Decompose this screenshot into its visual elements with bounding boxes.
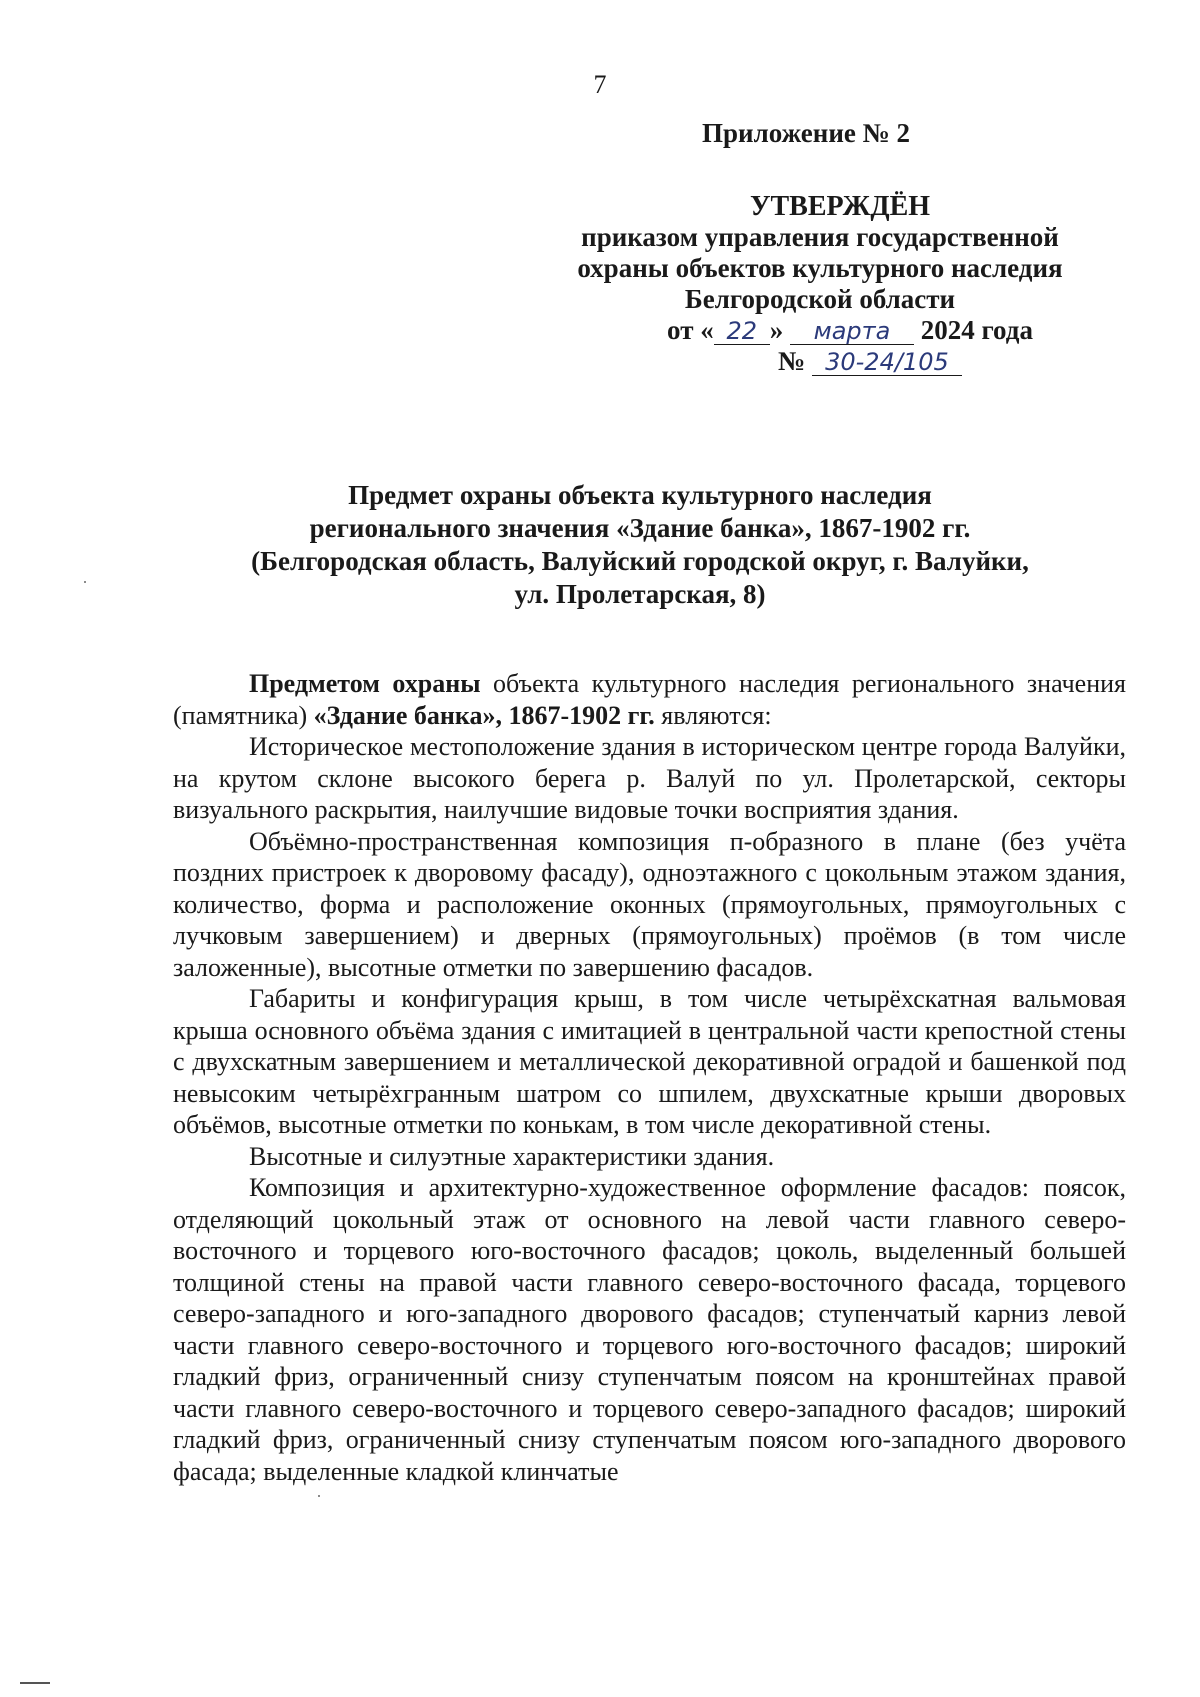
number-prefix: № [778,346,806,376]
intro-paragraph [173,668,1126,731]
appendix-label: Приложение № 2 [702,118,910,148]
approved-label: УТВЕРЖДЁН [749,191,931,222]
handwritten-month: марта [790,318,914,345]
intro-text: объекта культурного наследия регионального значения (памятника) [173,669,1126,730]
date-mid: » [769,315,784,345]
scan-speck [84,581,86,583]
paragraph-facades: Композиция и архитектурно-художественное оформление фасадов: поясок, отделяющий цокольный этаж от основного на левой части главного северо-восточного и торцевого юго-восточного фасадов; цоколь, выделенный большей толщиной стены на правой части главного северо-восточного фасада, торцевого северо-западного и юго-западного дворового фасадов; ступенчатый карниз левой части главного северо-восточного и торцевого юго-восточного фасадов; широкий гладкий фриз, ограниченный снизу ступенчатым поясом на кронштейнах правой части главного северо-восточного и торцевого северо-западного фасадов; широкий гладкий фриз, ограниченный снизу ступенчатым поясом юго-западного дворового фасада; выделенные кладкой клинчатые [173,1173,1126,1486]
title-line: регионального значения «Здание банка», 1867-1902 гг. [309,513,971,543]
approval-block [560,118,1080,377]
date-prefix: от « [667,315,714,345]
title-line: Предмет охраны объекта культурного наследия [348,480,932,510]
handwritten-day: 22 [714,318,770,345]
scan-margin-mark [20,1682,50,1684]
paragraph-location: Историческое местоположение здания в историческом центре города Валуйки, на крутом склоне высокого берега р. Валуй по ул. Пролетарской, секторы визуального раскрытия, наилучшие видовые точки восприятия здания. [173,732,1126,824]
authority-line: Белгородской области [684,284,956,314]
paragraph-roofs: Габариты и конфигурация крыш, в том числе четырёхскатная вальмовая крыша основного объёма здания с имитацией в центральной части крепостной стены с двухскатным завершением и металлической декоративной оградой и башенкой под невысоким четырёхгранным шатром со шпилем, двухскатные крыши дворовых объёмов, высотные отметки по конькам, в том числе декоративной стены. [173,984,1126,1139]
title-line: (Белгородская область, Валуйский городской округ, г. Валуйки, [251,546,1029,576]
authority-line: приказом управления государственной [581,222,1059,252]
intro-bold: Предметом охраны [249,669,481,698]
paragraph-height: Высотные и силуэтные характеристики здания. [249,1141,775,1171]
intro-bold-object: «Здание банка», 1867-1902 гг. [313,700,655,730]
document-title [180,479,1100,611]
date-suffix: 2024 года [920,315,1033,345]
title-line: ул. Пролетарская, 8) [514,579,766,609]
handwritten-number: 30-24/105 [812,349,962,376]
order-number [660,346,1080,377]
scan-speck [318,1495,320,1497]
order-date [620,315,1080,346]
page-number: 7 [593,70,607,99]
document-body [173,668,1126,1487]
intro-text-end: являются: [654,700,772,730]
authority-line: охраны объектов культурного наследия [577,253,1063,283]
paragraph-composition: Объёмно-пространственная композиция п-образного в плане (без учёта поздних пристроек к дворовому фасаду), одноэтажного с цокольным этажом здания, количество, форма и расположение оконных (прямоугольных, прямоугольных с лучковым завершением) и дверных (прямоугольных) проёмов (в том числе заложенные), высотные отметки по завершению фасадов. [173,826,1126,982]
